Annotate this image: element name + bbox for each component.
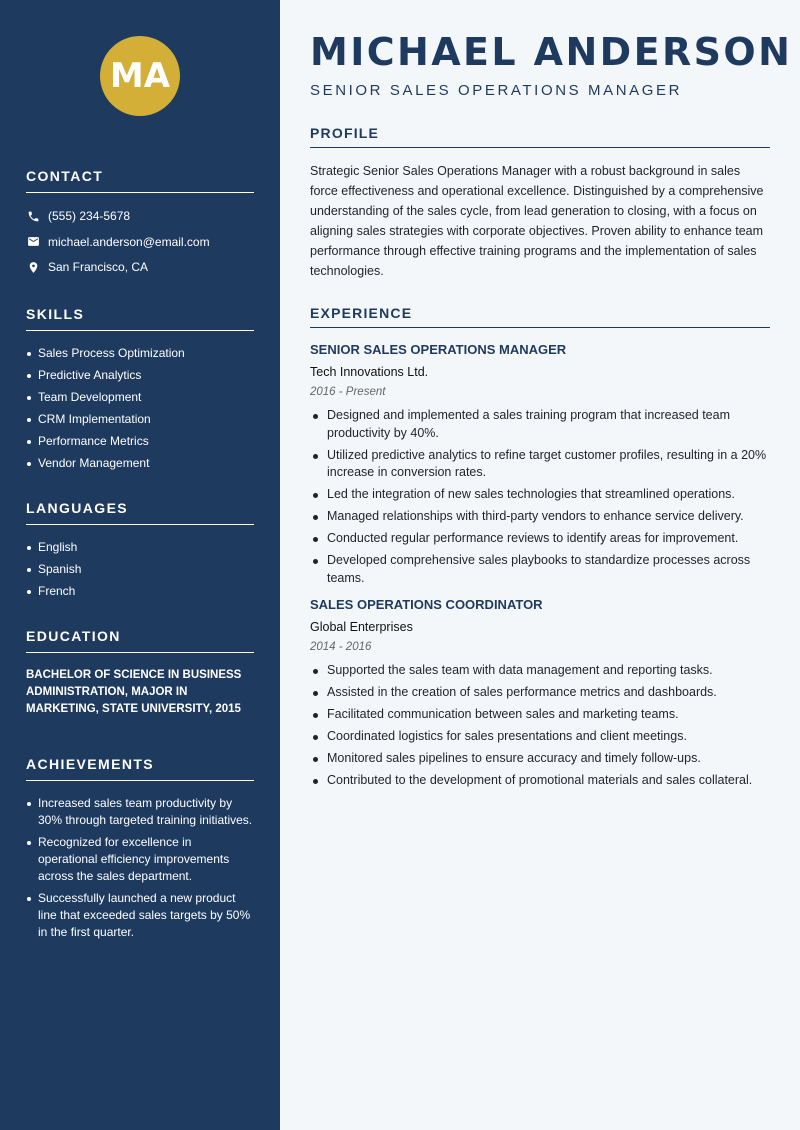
skills-heading: SKILLS <box>26 306 254 331</box>
skills-list <box>26 345 254 472</box>
candidate-title: SENIOR SALES OPERATIONS MANAGER <box>310 82 683 99</box>
language-item: English <box>26 539 254 556</box>
job-bullets <box>310 662 770 790</box>
education-heading: EDUCATION <box>26 628 254 653</box>
achievements-heading: ACHIEVEMENTS <box>26 756 254 781</box>
education-section <box>26 628 254 718</box>
job-company: Tech Innovations Ltd. <box>310 365 429 379</box>
skill-item: Sales Process Optimization <box>26 345 254 362</box>
job-title: SALES OPERATIONS COORDINATOR <box>310 597 543 612</box>
phone-icon <box>26 209 40 223</box>
job-bullet: Managed relationships with third-party vendors to enhance service delivery. <box>310 508 770 526</box>
job-bullet: Developed comprehensive sales playbooks to standardize processes across teams. <box>310 552 770 587</box>
location-text: San Francisco, CA <box>48 260 149 274</box>
job-bullet: Assisted in the creation of sales performance metrics and dashboards. <box>310 684 770 702</box>
job-title: SENIOR SALES OPERATIONS MANAGER <box>310 342 567 357</box>
skill-item: Performance Metrics <box>26 433 254 450</box>
achievement-item: Successfully launched a new product line that exceeded sales targets by 50% in the first quarter. <box>26 890 254 941</box>
skill-item: CRM Implementation <box>26 411 254 428</box>
location-pin-icon <box>26 260 40 274</box>
candidate-name: MICHAEL ANDERSON <box>310 30 793 74</box>
contact-section <box>26 168 254 276</box>
contact-location <box>26 258 254 276</box>
job-bullet: Conducted regular performance reviews to identify areas for improvement. <box>310 530 770 548</box>
skill-item: Team Development <box>26 389 254 406</box>
skills-section <box>26 306 254 472</box>
profile-text: Strategic Senior Sales Operations Manager with a robust background in sales force effectiveness and operational excellence. Distinguished by a comprehensive understanding of the sales cycle, from lead generation to closing, with a focus on aligning sales strategies with corporate objectives. Proven ability to enhance team performance through effective training programs and the implementation of sales technologies. <box>310 164 764 278</box>
education-degree: BACHELOR OF SCIENCE IN BUSINESS ADMINISTRATION, MAJOR IN MARKETING, STATE UNIVERSITY, 2015 <box>26 669 242 715</box>
contact-heading: CONTACT <box>26 168 254 193</box>
experience-section <box>310 305 770 790</box>
job-bullets <box>310 407 770 587</box>
job-bullet: Monitored sales pipelines to ensure accuracy and timely follow-ups. <box>310 750 770 768</box>
languages-list <box>26 539 254 600</box>
languages-section <box>26 500 254 600</box>
achievement-item: Increased sales team productivity by 30% through targeted training initiatives. <box>26 795 254 829</box>
job-entry <box>310 597 770 790</box>
language-item: French <box>26 583 254 600</box>
achievements-section <box>26 756 254 941</box>
job-bullet: Coordinated logistics for sales presentations and client meetings. <box>310 728 770 746</box>
skill-item: Predictive Analytics <box>26 367 254 384</box>
job-dates: 2014 - 2016 <box>310 641 372 653</box>
profile-heading: PROFILE <box>310 125 770 148</box>
contact-email <box>26 233 254 251</box>
sidebar <box>0 0 280 1130</box>
phone-text: (555) 234-5678 <box>48 209 131 223</box>
contact-phone <box>26 207 254 225</box>
job-bullet: Contributed to the development of promotional materials and sales collateral. <box>310 772 770 790</box>
avatar <box>100 36 180 116</box>
email-icon <box>26 235 40 249</box>
email-text[interactable]: michael.anderson@email.com <box>48 234 210 249</box>
job-company: Global Enterprises <box>310 620 413 634</box>
job-bullet: Designed and implemented a sales training program that increased team productivity by 40%. <box>310 407 770 442</box>
avatar-initials: MA <box>109 56 171 96</box>
job-bullet: Led the integration of new sales technologies that streamlined operations. <box>310 486 770 504</box>
achievements-list <box>26 795 254 941</box>
job-bullet: Utilized predictive analytics to refine target customer profiles, resulting in a 20% increase in conversion rates. <box>310 447 770 482</box>
skill-item: Vendor Management <box>26 455 254 472</box>
job-bullet: Supported the sales team with data management and reporting tasks. <box>310 662 770 680</box>
achievement-item: Recognized for excellence in operational efficiency improvements across the sales department. <box>26 834 254 885</box>
language-item: Spanish <box>26 561 254 578</box>
job-dates: 2016 - Present <box>310 386 386 398</box>
languages-heading: LANGUAGES <box>26 500 254 525</box>
experience-heading: EXPERIENCE <box>310 305 770 328</box>
job-bullet: Facilitated communication between sales and marketing teams. <box>310 706 770 724</box>
profile-section <box>310 125 770 281</box>
main-content <box>280 0 800 1130</box>
job-entry <box>310 342 770 587</box>
